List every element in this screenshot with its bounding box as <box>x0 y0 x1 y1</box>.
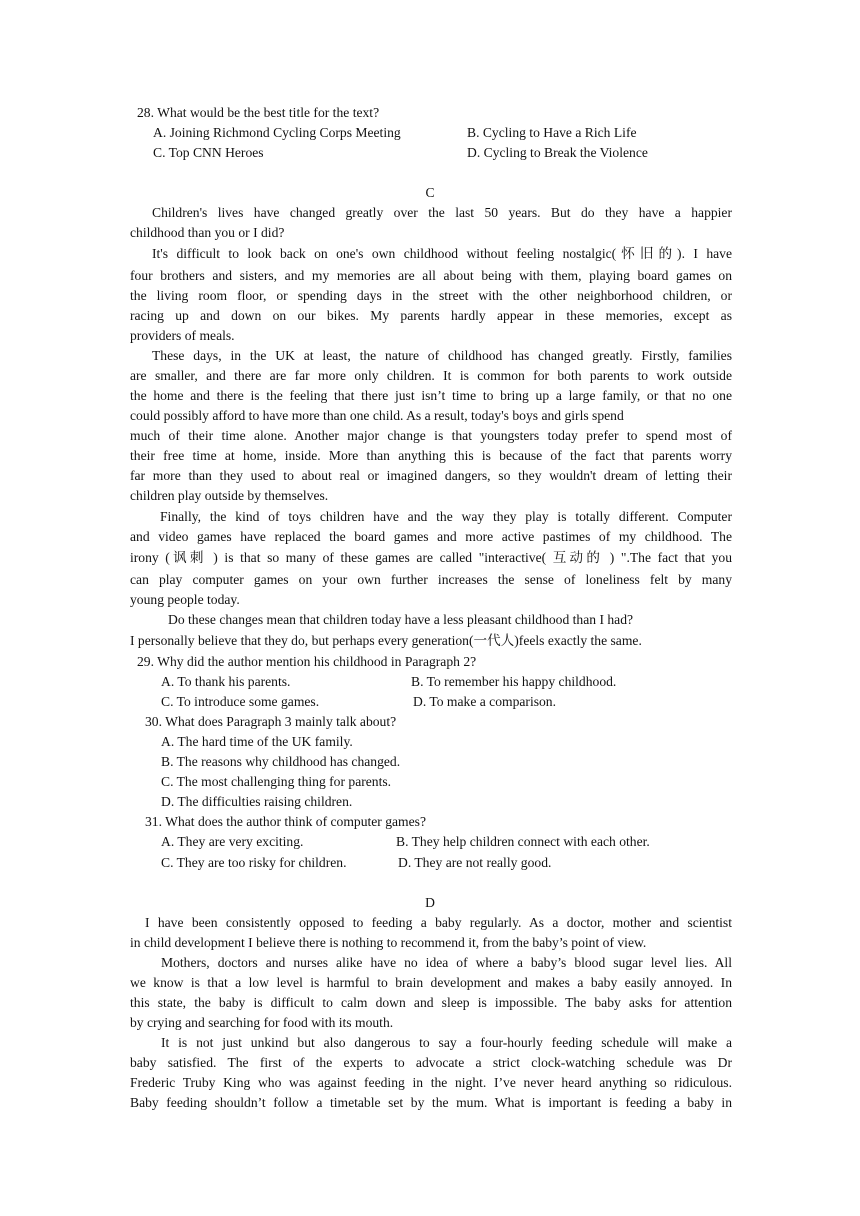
passage-c-line: young people today. <box>130 592 240 607</box>
passage-c-line: their free time at home, inside. More than anything this is because of the fact that parents worry <box>130 448 732 463</box>
passage-c-line: children play outside by themselves. <box>130 488 329 503</box>
passage-c-line: can play computer games on your own further increases the sense of loneliness felt by many <box>130 572 732 587</box>
passage-c-line: far more than they used to about real or imagined dangers, so they wouldn't dream of letting their <box>130 468 732 483</box>
q28-option-d: D. Cycling to Break the Violence <box>467 145 648 160</box>
passage-d-line: It is not just unkind but also dangerous to say a four-hourly feeding schedule will make a <box>161 1035 732 1050</box>
q29-option-b: B. To remember his happy childhood. <box>411 674 617 689</box>
passage-d-line: I have been consistently opposed to feeding a baby regularly. As a doctor, mother and scientist <box>145 915 732 930</box>
passage-d-line: we know is that a low level is harmful to brain development and makes a baby easily annoyed. In <box>130 975 732 990</box>
q29-option-a: A. To thank his parents. <box>161 674 291 689</box>
q31-option-a: A. They are very exciting. <box>161 834 304 849</box>
passage-d-line: Frederic Truby King who was against feeding in the night. I’ve never heard anything so ridiculous. <box>130 1075 732 1090</box>
q28-option-a: A. Joining Richmond Cycling Corps Meeting <box>153 125 401 140</box>
passage-c-line: It's difficult to look back on one's own childhood without feeling nostalgic(怀旧的). I have <box>152 246 732 261</box>
q30-option-d: D. The difficulties raising children. <box>161 794 353 809</box>
q31-option-b: B. They help children connect with each other. <box>396 834 650 849</box>
passage-c-line: racing up and down on our bikes. My parents hardly appear in these memories, except as <box>130 308 732 323</box>
passage-c-line: providers of meals. <box>130 328 235 343</box>
passage-d-line: baby satisfied. The first of the experts to advocate a strict clock-watching schedule was Dr <box>130 1055 732 1070</box>
q28-option-c: C. Top CNN Heroes <box>153 145 264 160</box>
passage-c-line: Finally, the kind of toys children have and the way they play is totally different. Computer <box>160 509 732 524</box>
passage-c-line: irony (讽刺 ) is that so many of these games are called "interactive( 互动的 ) ".The fact that you <box>130 550 732 565</box>
passage-c-line: the home and there is the feeling that there just isn’t time to bring up a large family, or that no one <box>130 388 732 403</box>
section-c-heading: C <box>425 185 435 200</box>
q30-option-a: A. The hard time of the UK family. <box>161 734 353 749</box>
passage-c-line: childhood than you or I did? <box>130 225 285 240</box>
passage-c-line: and video games have replaced the board games and more active pastimes of my childhood. The <box>130 529 732 544</box>
passage-d-line: by crying and searching for food with its mouth. <box>130 1015 394 1030</box>
q28-stem: 28. What would be the best title for the text? <box>137 105 380 120</box>
passage-c-line: the living room floor, or spending days in the street with the other neighborhood children, or <box>130 288 732 303</box>
passage-c-line: much of their time alone. Another major change is that youngsters today prefer to spend most of <box>130 428 732 443</box>
passage-c-line: four brothers and sisters, and my memories are all about being with them, playing board games on <box>130 268 732 283</box>
q30-option-b: B. The reasons why childhood has changed. <box>161 754 401 769</box>
passage-d-line: this state, the baby is difficult to calm down and sleep is impossible. The baby asks for attention <box>130 995 732 1010</box>
passage-c-line: Children's lives have changed greatly over the last 50 years. But do they have a happier <box>152 205 732 220</box>
q30-option-c: C. The most challenging thing for parents. <box>161 774 392 789</box>
q30-stem: 30. What does Paragraph 3 mainly talk about? <box>145 714 397 729</box>
q29-option-c: C. To introduce some games. <box>161 694 320 709</box>
q31-option-c: C. They are too risky for children. <box>161 855 347 870</box>
q31-option-d: D. They are not really good. <box>398 855 552 870</box>
q29-option-d: D. To make a comparison. <box>413 694 557 709</box>
passage-c-line: These days, in the UK at least, the nature of childhood has changed greatly. Firstly, families <box>152 348 732 363</box>
q29-stem: 29. Why did the author mention his childhood in Paragraph 2? <box>137 654 477 669</box>
q31-stem: 31. What does the author think of computer games? <box>145 814 426 829</box>
passage-c-line: are smaller, and there are far more only children. It is common for both parents to work outside <box>130 368 732 383</box>
passage-d-line: Mothers, doctors and nurses alike have no idea of where a baby’s blood sugar level lies. All <box>161 955 732 970</box>
passage-c-line: could possibly afford to have more than one child. As a result, today's boys and girls spend <box>130 408 624 423</box>
passage-c-line: Do these changes mean that children today have a less pleasant childhood than I had? <box>168 612 634 627</box>
passage-d-line: Baby feeding shouldn’t follow a timetable set by the mum. What is important is feeding a baby in <box>130 1095 732 1110</box>
section-d-heading: D <box>425 895 435 910</box>
passage-d-line: in child development I believe there is nothing to recommend it, from the baby’s point of view. <box>130 935 647 950</box>
q28-option-b: B. Cycling to Have a Rich Life <box>467 125 637 140</box>
passage-c-line: I personally believe that they do, but perhaps every generation(一代人)feels exactly the same. <box>130 633 642 648</box>
